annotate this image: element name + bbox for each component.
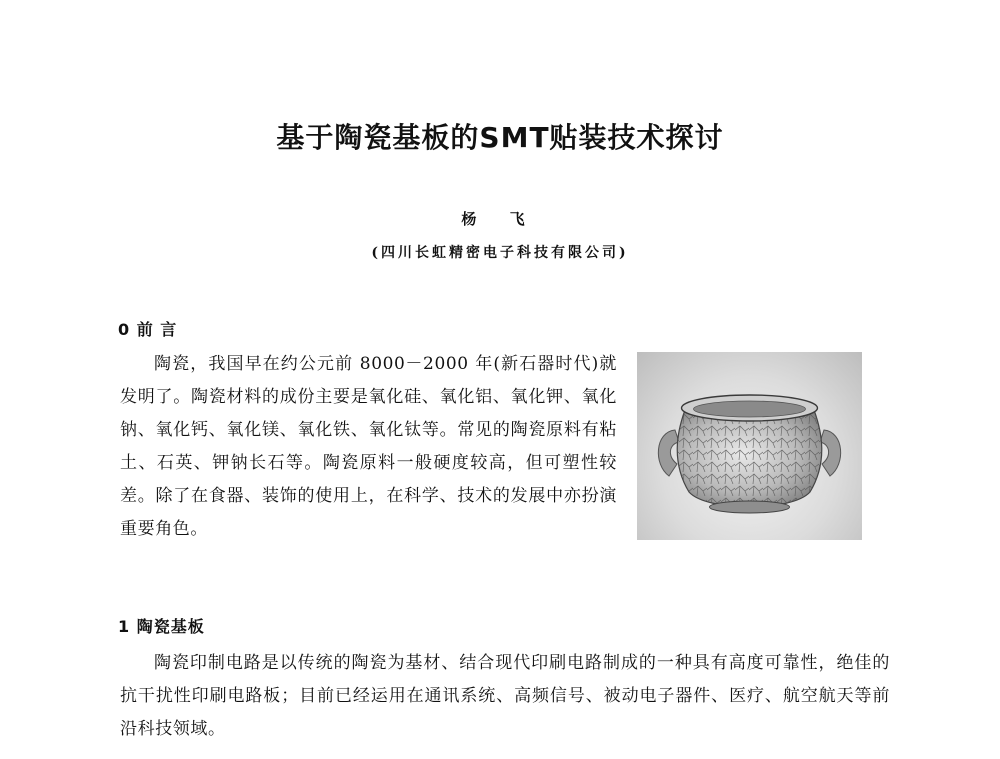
section-paragraph-ceramic-substrate: 陶瓷印制电路是以传统的陶瓷为基材、结合现代印刷电路制成的一种具有高度可靠性，绝佳的抗干扰性印刷电路板；目前已经运用在通讯系统、高频信号、被动电子器件、医疗、航空航天等前沿科技领域。 (120, 653, 890, 739)
author-affiliation: (四川长虹精密电子科技有限公司) (371, 245, 629, 261)
author-name: 杨 飞 (461, 210, 539, 228)
paper-title: 基于陶瓷基板的SMT贴装技术探讨 (276, 121, 724, 154)
section-heading-ceramic-substrate: 1 陶瓷基板 (118, 617, 205, 636)
ceramic-vessel-icon (637, 352, 862, 540)
section-heading-intro: 0 前 言 (118, 320, 178, 339)
section-paragraph-intro: 陶瓷，我国早在约公元前 8000－2000 年(新石器时代)就发明了。陶瓷材料的成份主要是氧化硅、氧化铝、氧化钾、氧化钠、氧化钙、氧化镁、氧化铁、氧化钛等。常见的陶瓷原料有粘土、石英、钾钠长石等。陶瓷原料一般硬度较高，但可塑性较差。除了在食器、装饰的使用上，在科学、技术的发展中亦扮演重要角色。 (120, 354, 617, 539)
ceramic-vessel-photo (637, 352, 862, 540)
